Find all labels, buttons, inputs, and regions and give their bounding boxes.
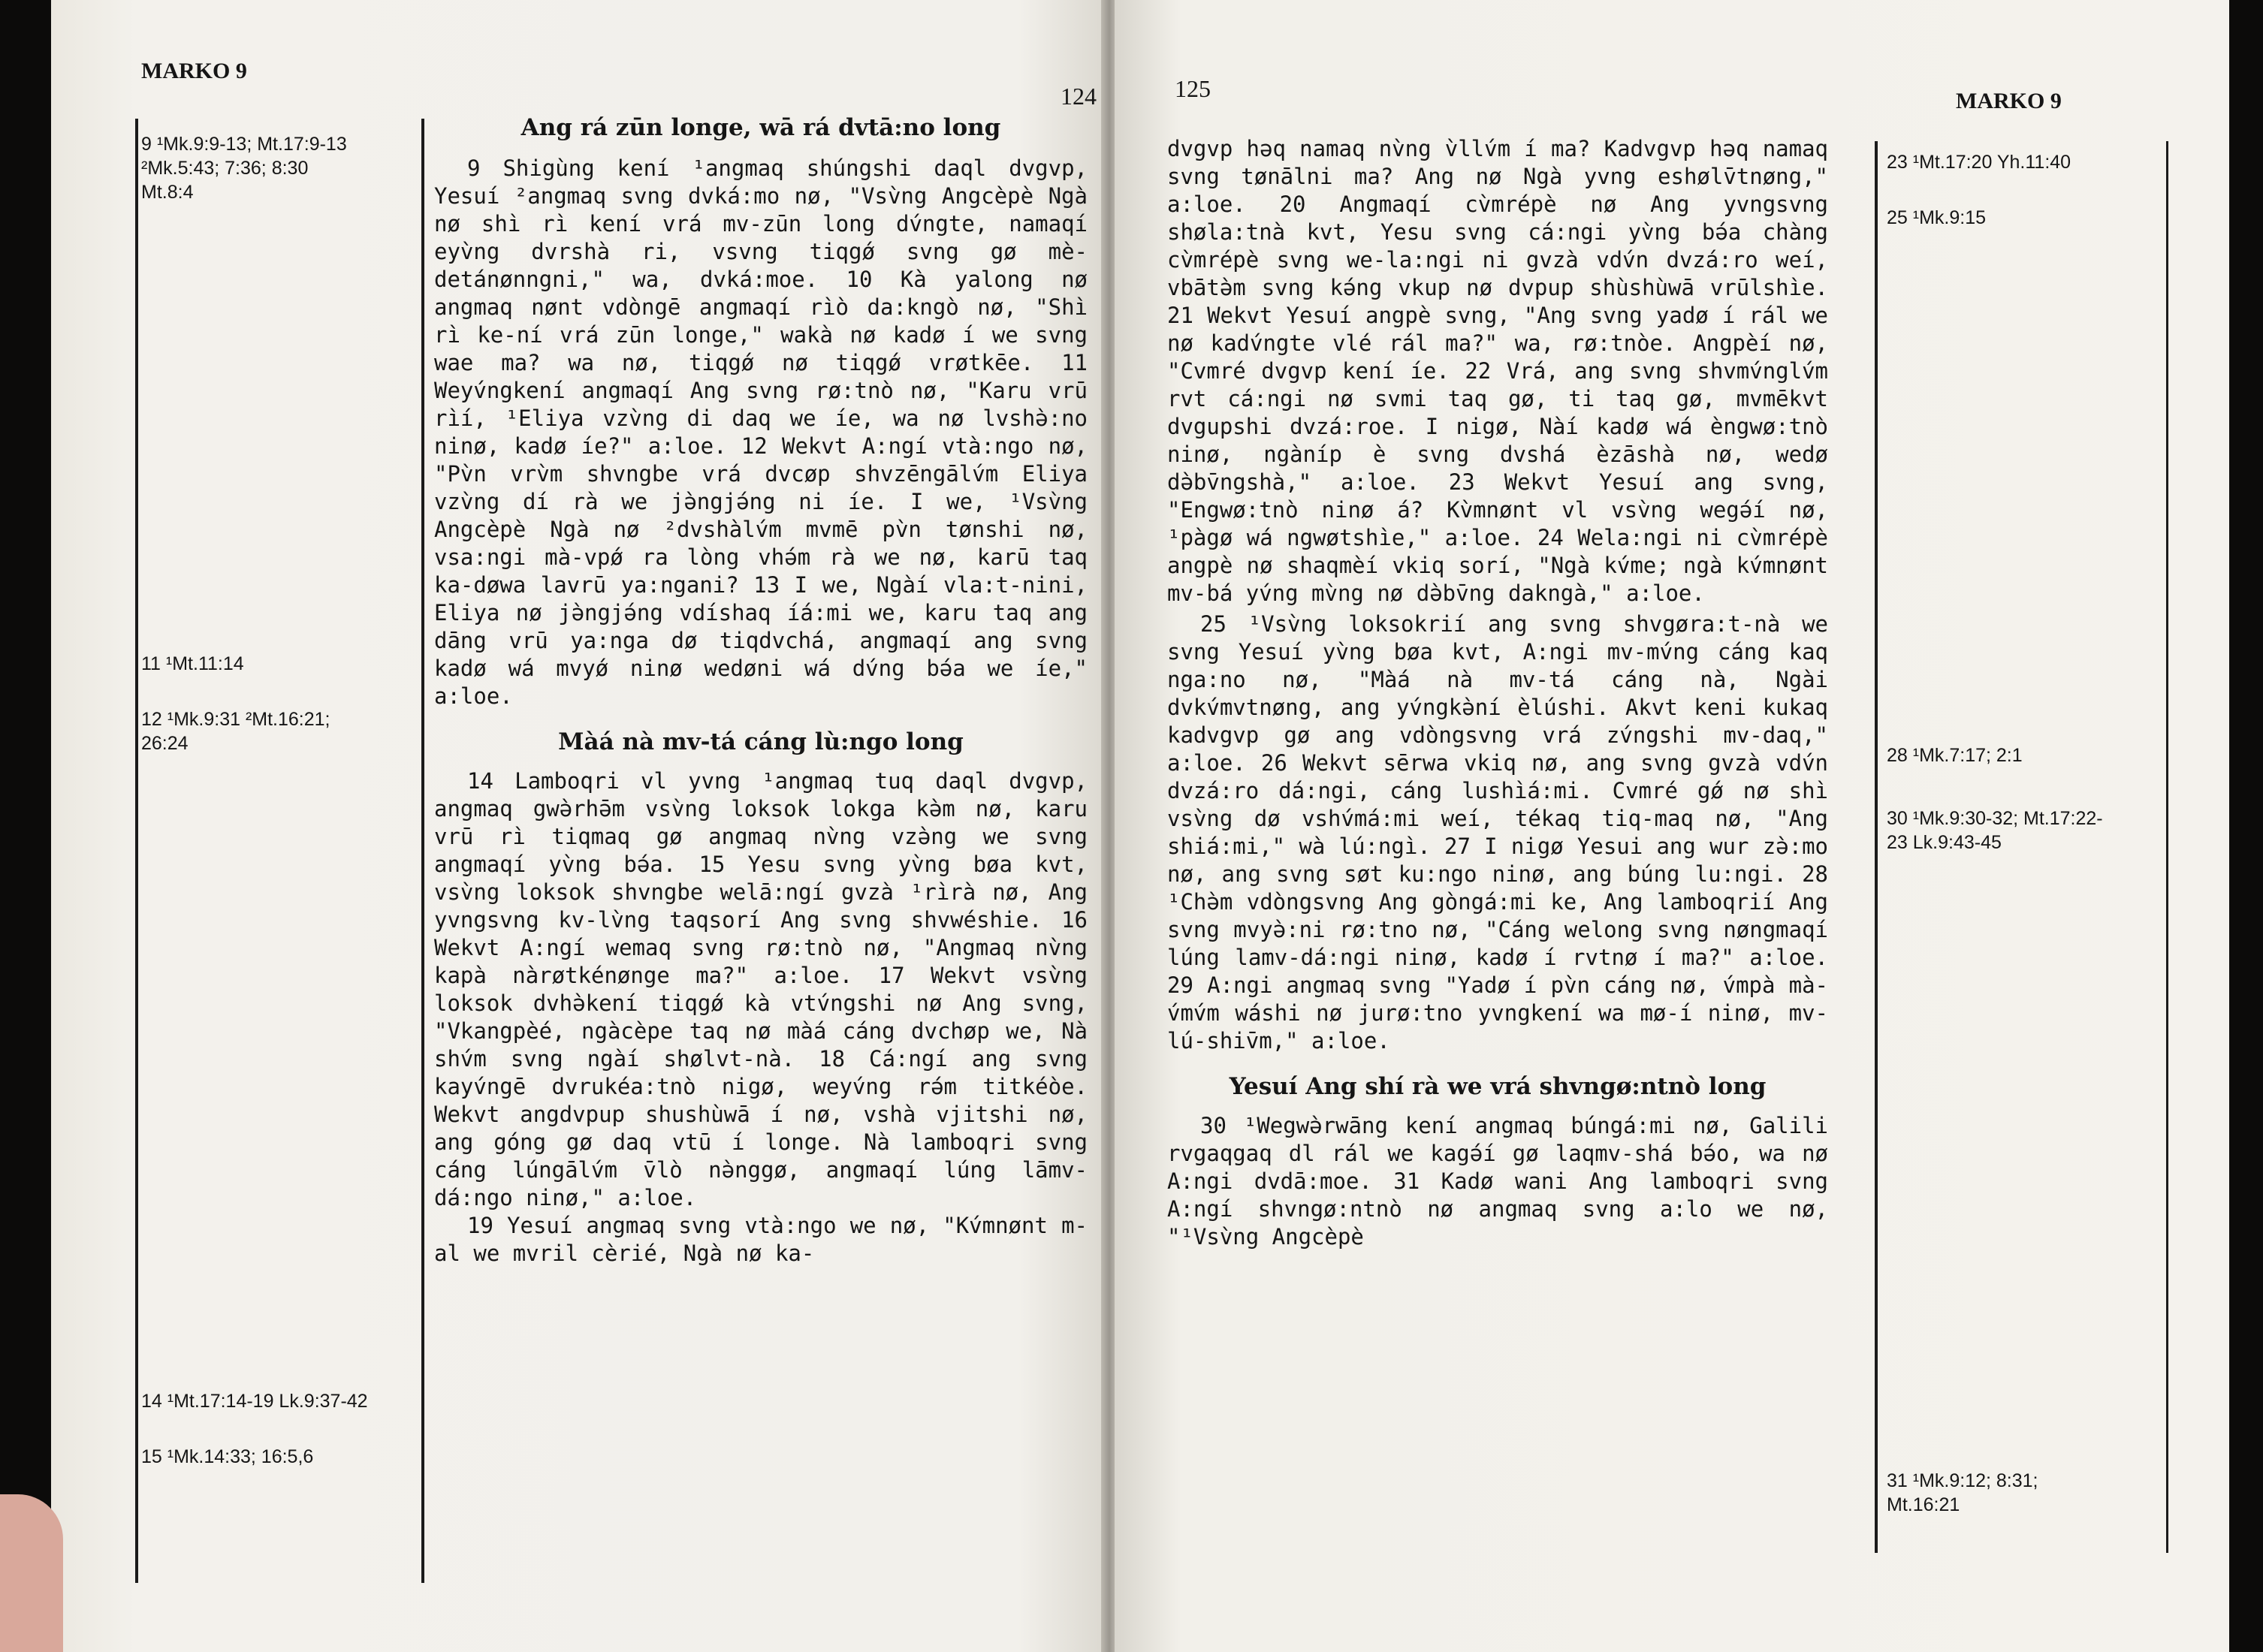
- left-margin-rule: [135, 119, 138, 1583]
- left-column-rule: [421, 119, 424, 1583]
- cross-reference: 11 ¹Mt.11:14: [141, 653, 244, 674]
- cross-reference: 9 ¹Mk.9:9-13; Mt.17:9-13 ²Mk.5:43; 7:36; 8:30 Mt.8:4: [141, 134, 347, 203]
- verse-paragraph: dvgvp həq namaq nv̀ng v̀llv́m í ma? Kadvgvp həq namaq svng tønālni ma? Ang nø Ngà yvng eshølv̄tnøng," a:loe. 20 Angmaqí cv̀mrépè nø Ang yvngsvng shøla:tnà kvt, Yesu svng cá:ngi yv̀ng bə́a chàng cv̀mrépè svng we-la:ngi ni gvzà vdv́n dvzá:ro weí, vbātə̀m svng kə́ng vkup nø dvpup shùshùwā vrūlshìe. 21 Wekvt Yesuí angpè svng, "Ang svng yadø í rál we nø kadv́ngte vlé rál ma?" wa, rø:tnòe. Angpèí nø, "Cvmré dvgvp kení íe. 22 Vrá, ang svng shvmv́nglv́m rvt cá:ngi nø svmi taq gø, ti taq gø, mvmēkvt dvgupshi dvzá:roe. I nigø, Nàí kadø wá èngwø:tnò ninø, ngàníp è svng dvshá èzāshà nø, wedø də̀bv̄ngshà," a:loe. 23 Wekvt Yesuí ang svng, "Engwø:tnò ninø á? Kv̀mnønt vl vsv̀ng wegə́í nø, ¹pàgø wá ngwøtshìe," a:loe. 24 Wela:ngi ni cv̀mrépè angpè nø shaqmèí vkiq sorí, "Ngà kv́me; ngà kv́mnønt mv-bá yv́ng mv̀ng nø də̀bv̄ng dakngà," a:loe.: [1167, 136, 1828, 606]
- section-heading: Yesuí Ang shí rà we vrá shvngø:ntnò long: [1229, 1073, 1767, 1100]
- verse-paragraph: 14 Lamboqri vl yvng ¹angmaq tuq daql dvgvp, angmaq gwə̀rhə̄m vsv̀ng loksok lokga kə̀m nø, karu vrū rì tiqmaq gø angmaq nv̀ng vzə̀ng we svng angmaqí yv̀ng bə́a. 15 Yesu svng yv̀ng bøa kvt, vsv̀ng loksok shvngbe welā:ngí gvzà ¹rìrà nø, Ang yvngsvng kv-lv̀ng taqsorí Ang svng shvwéshie. 16 Wekvt A:ngí wemaq svng rø:tnò nø, "Angmaq nv̀ng kapà nàrøtkénønge ma?" a:loe. 17 Wekvt vsv̀ng loksok dvhə̀kení tiqgǿ kà vtv́ngshi nø Ang svng, "Vkangpèé, ngàcèpe taq nø màá cáng dvchøp we, Nà shv́m svng ngàí shølvt-nà. 18 Cá:ngí ang svng kayv́ngē dvrukéa:tnò nigø, weyv́ng rə́m titkéòe. Wekvt angdvpup shushùwā í nø, vshà vjitshi nø, ang góng gø daq vtū í longe. Nà lamboqri svng cáng lúngālv́m v̄lò nə̀nggø, angmaqí lúng lāmv-dá:ngo ninø," a:loe.: [434, 768, 1088, 1210]
- left-page: [51, 0, 1103, 1652]
- cross-reference: 25 ¹Mk.9:15: [1887, 207, 1987, 228]
- verse-paragraph: 25 ¹Vsv̀ng loksokrií ang svng shvgøra:t-nà we svng Yesuí yv̀ng bøa kvt, A:ngi mv-mv́ng cáng kaq nga:no nø, "Màá nà mv-tá cáng nà, Ngài dvkv́mvtnøng, ang yv́ngkə̀ní èlúshi. Akvt keni kukaq kadvgvp gø ang vdòngsvng vrá zv́ngshi mv-daq," a:loe. 26 Wekvt sērwa vkiq nø, ang svng gvzà vdv́n dvzá:ro dá:ngi, cáng lushìá:mi. Cvmré gǿ nø shì vsv̀ng dø vshv́má:mi weí, tékaq tiq-maq nø, "Ang shiá:mi," wà lú:ngì. 27 I nigø Yesui ang wur zə̀:mo nø, ang svng søt ku:ngo ninø, ang búng lu:ngi. 28 ¹Chə̀m vdòngsvng Ang gòngá:mi ke, Ang lamboqrií Ang svng mvyə̀:ni rø:tno nø, "Cáng welong svng nøngmaqí lúng lamv-dá:ngi ninø, kadø í rvtnø í ma?" a:loe. 29 A:ngi angmaq svng "Yadø í pv̀n cáng nø, v́mpà mà-v́mv́m wáshi nø jurø:tno yvngkení wa mø-í ninø, mv-lú-shiv̄m," a:loe.: [1167, 611, 1828, 1054]
- cross-reference: 31 ¹Mk.9:12; 8:31; Mt.16:21: [1887, 1470, 2038, 1515]
- right-page: [1115, 0, 2229, 1652]
- section-heading: Ang rá zūn longe, wā rá dvtā:no long: [520, 114, 1001, 141]
- verse-paragraph: 30 ¹Wegwə̀rwāng kení angmaq búngá:mi nø, Galili rvgaqgaq dl rál we kagə́í gø laqmv-shá bə́o, wa nø A:ngi dvdā:moe. 31 Kadø wani Ang lamboqri svng A:ngí shvngø:ntnò nø angmaq svng a:lo we nø, "¹Vsv̀ng Angcèpè: [1167, 1113, 1828, 1250]
- right-page-number: 125: [1175, 75, 1211, 102]
- cross-reference: 14 ¹Mt.17:14-19 Lk.9:37-42: [141, 1391, 368, 1412]
- left-page-number: 124: [1061, 83, 1097, 110]
- right-margin-rule: [2166, 141, 2168, 1553]
- section-heading: Màá nà mv-tá cáng lù:ngo long: [558, 728, 964, 755]
- left-running-head: MARKO 9: [141, 59, 247, 83]
- right-column-rule: [1875, 141, 1878, 1553]
- cross-reference: 30 ¹Mk.9:30-32; Mt.17:22- 23 Lk.9:43-45: [1887, 808, 2103, 853]
- cross-reference: 15 ¹Mk.14:33; 16:5,6: [141, 1446, 314, 1467]
- verse-paragraph: 9 Shigùng kení ¹angmaq shúngshi daql dvgvp, Yesuí ²angmaq svng dvká:mo nø, "Vsv̀ng Angcèpè Ngà nø shì rì kení vrá mv-zūn long dv́ngte, namaqí eyv̀ng dvrshà ri, vsvng tiqgǿ svng gø mè-detánønngni," wa, dvká:moe. 10 Kà yalong nø angmaq nønt vdòngē angmaqí rìò da:kngò nø, "Shì rì ke-ní vrá zūn longe," wakà nø kadø í we svng wae ma? wa nø, tiqgǿ nø tiqgǿ vrøtkēe. 11 Weyv́ngkení angmaqí Ang svng rø:tnò nø, "Karu vrū rìí, ¹Eliya vzv̀ng di daq we íe, wa nø lvshə̀:no ninø, kadø íe?" a:loe. 12 Wekvt A:ngí vtà:ngo nø, "Pv̀n vrv̀m shvngbe vrá dvcøp shvzēngālv́m Eliya vzv̀ng dí rà we jə̀ngjə́ng ni íe. I we, ¹Vsv̀ng Angcèpè Ngà nø ²dvshàlv́m mvmē pv̀n tønshi nø, vsa:ngi mà-vpǿ ra lòng vhə́m rà we nø, karū taq ka-døwa lavrū ya:ngani? 13 I we, Ngàí vla:t-nini, Eliya nø jə̀ngjə́ng vdíshaq íá:mi we, karu taq ang dāng vrū ya:nga dø tiqdvchá, angmaqí ang svng kadø wá mvyǿ ninø wedøni wá dv́ng bə́a we íe," a:loe.: [434, 155, 1088, 709]
- left-text-column: [434, 113, 1088, 1268]
- right-text-column: [1167, 135, 1828, 1251]
- cross-reference: 28 ¹Mk.7:17; 2:1: [1887, 745, 2023, 766]
- left-cross-references: [141, 132, 419, 1559]
- verse-paragraph: 19 Yesuí angmaq svng vtà:ngo we nø, "Kv́mnønt m-al we mvril cèrié, Ngà nø ka-: [434, 1213, 1088, 1266]
- cross-reference: 12 ¹Mk.9:31 ²Mt.16:21; 26:24: [141, 709, 330, 754]
- right-running-head: MARKO 9: [1956, 89, 2062, 113]
- right-cross-references: [1887, 150, 2165, 1562]
- thumb: [0, 1494, 63, 1652]
- cross-reference: 23 ¹Mt.17:20 Yh.11:40: [1887, 152, 2071, 173]
